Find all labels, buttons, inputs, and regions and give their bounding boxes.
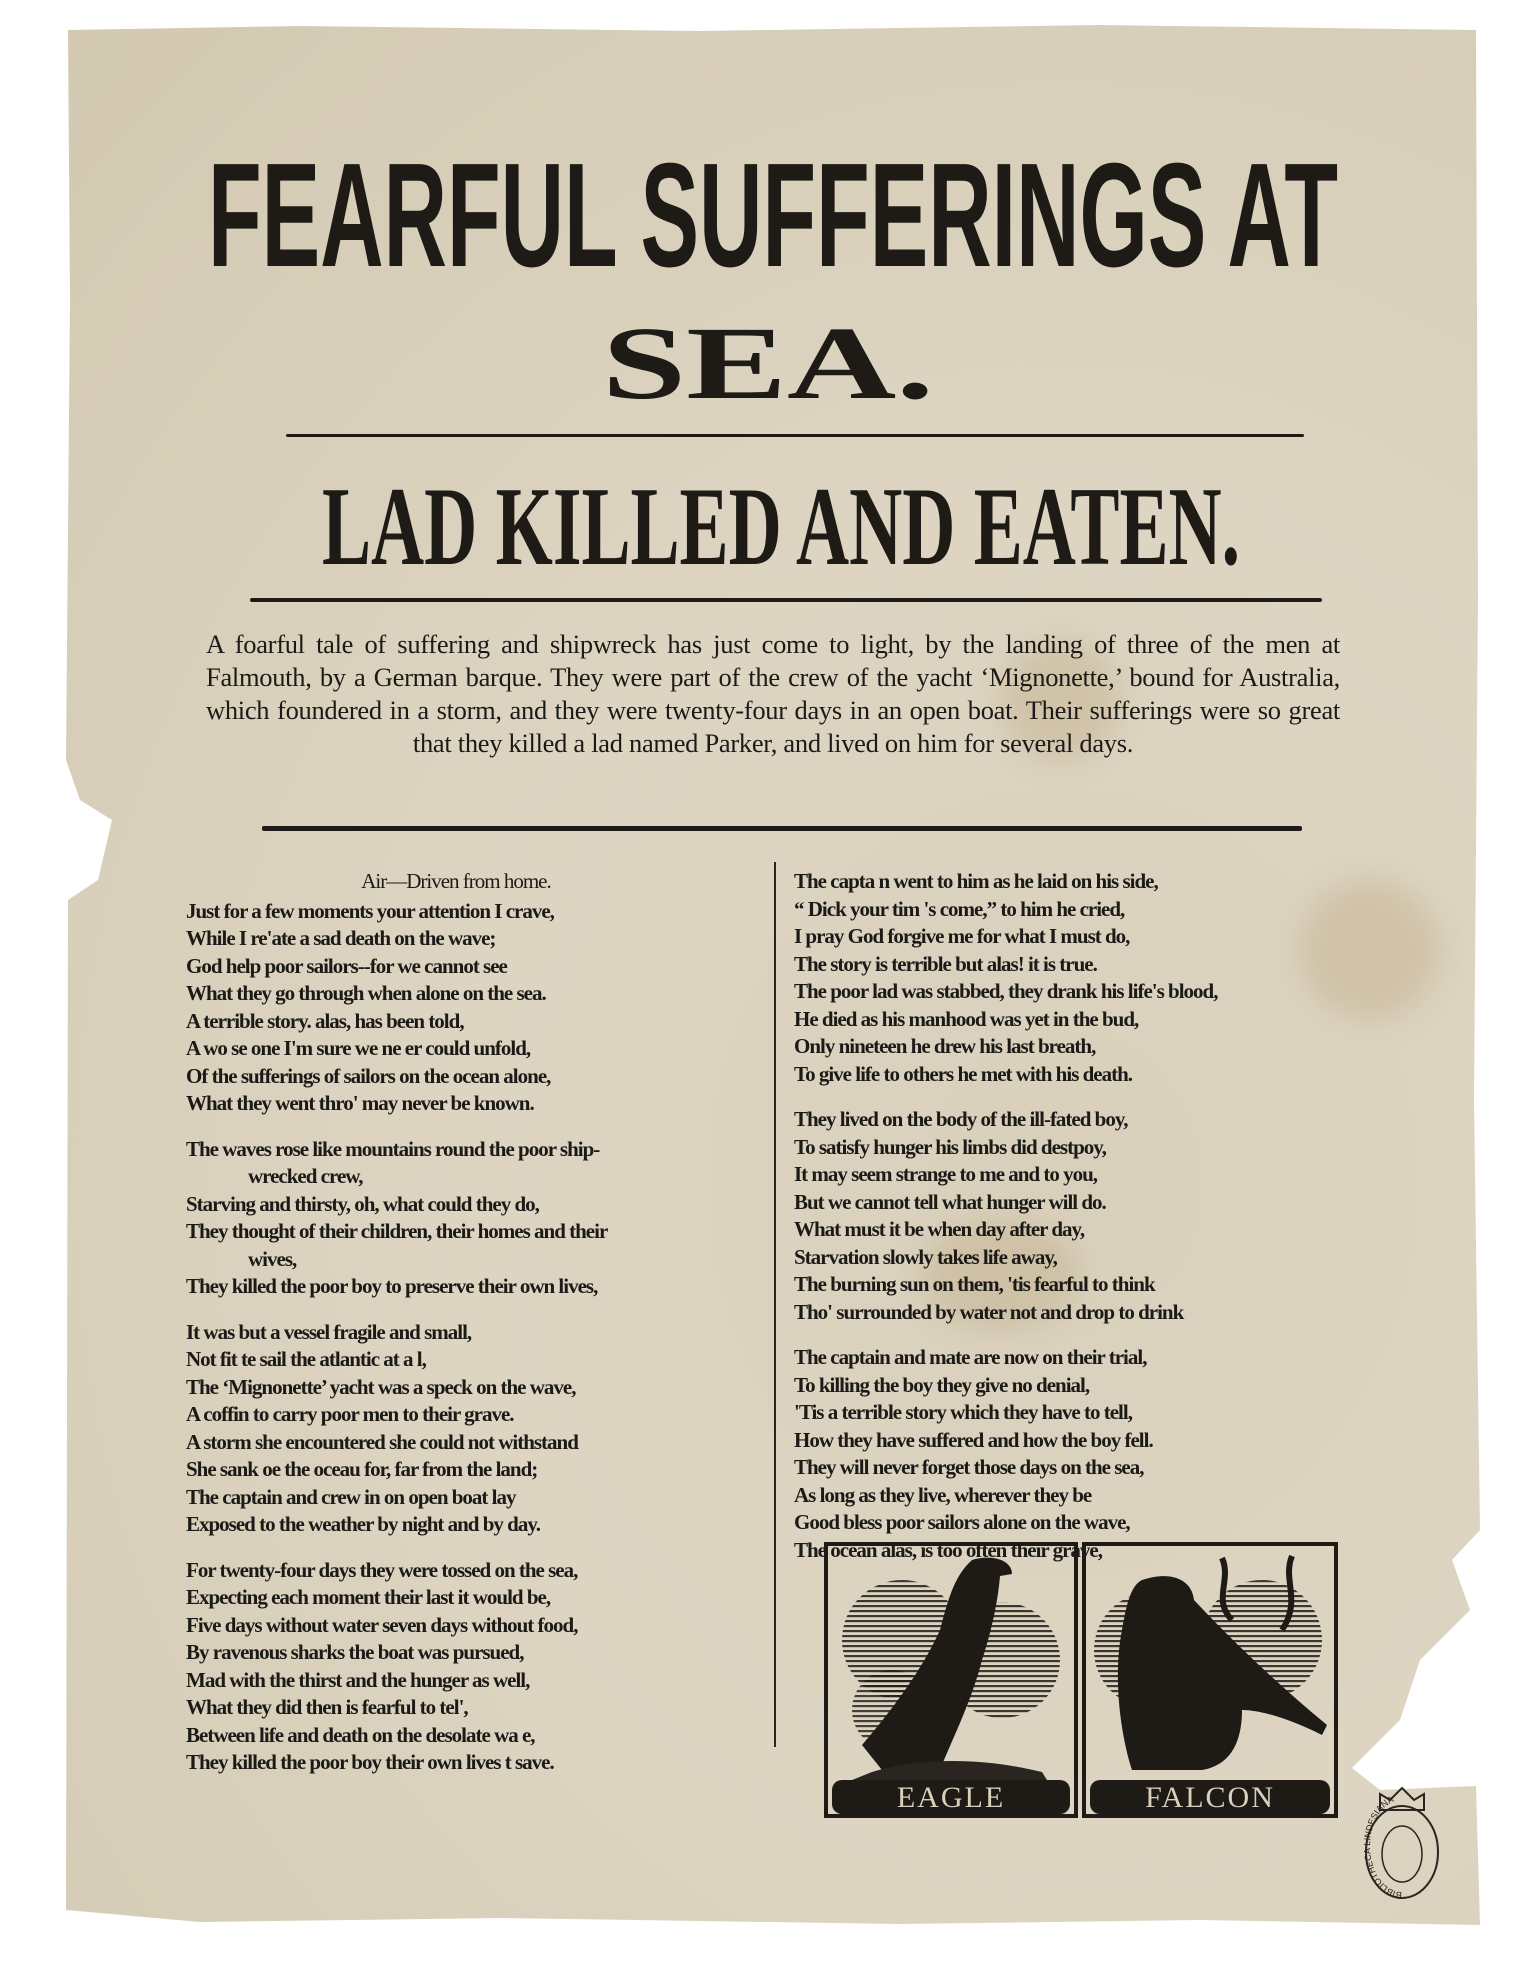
column-divider — [774, 862, 776, 1747]
poem-line: The ocean alas, is too often their grave, — [794, 1537, 1102, 1562]
stanza — [794, 1344, 1394, 1564]
poem-line: Five days without water seven days without food, — [186, 1612, 578, 1637]
poem-line: wives, — [248, 1246, 297, 1271]
poem-right-column — [794, 868, 1394, 1582]
poem-line: A wo se one I'm sure we ne er could unfold, — [186, 1036, 531, 1060]
poem-line: “ Dick your tim 's come,” to him he cried, — [794, 896, 1125, 921]
stanza — [186, 1557, 761, 1777]
poem-line: As long as they live, wherever they be — [794, 1482, 1092, 1507]
poem-line: The ‘Mignonette’ yacht was a speck on the wave, — [186, 1374, 576, 1399]
poem-line: To give life to others he met with his death. — [794, 1061, 1133, 1086]
poem-line: It may seem strange to me and to you, — [794, 1162, 1098, 1186]
falcon-label: FALCON — [1145, 1781, 1275, 1814]
poem-line: They killed the poor boy their own lives t save. — [186, 1750, 554, 1774]
poem-line: A coffin to carry poor men to their grave. — [186, 1402, 514, 1426]
poem-line: The captain and crew in on open boat lay — [186, 1484, 516, 1509]
intro-paragraph: A foarful tale of suffering and shipwreck has just come to light, by the landing of three of the men at Falmouth, by a German barque. They were part of the crew of the yacht ‘Mignonette,’ bound for Australia, which foundered in a storm, and they were twenty-four days in an open boat. Their sufferings were so great that they killed a lad named Parker, and lived on him for several days. — [206, 629, 1340, 758]
poem-line: A terrible story. alas, has been told, — [186, 1008, 464, 1033]
library-stamp — [1360, 1780, 1444, 1900]
poem-line: For twenty-four days they were tossed on the sea, — [186, 1557, 578, 1582]
poem-line: What they did then is fearful to tel', — [186, 1695, 468, 1719]
poem-line: While I re'ate a sad death on the wave; — [186, 926, 496, 950]
eagle-panel — [826, 1544, 1076, 1816]
poem-line: Good bless poor sailors alone on the wave, — [794, 1510, 1130, 1534]
poem-line: They thought of their children, their homes and their — [186, 1219, 608, 1243]
poem-line: It was but a vessel fragile and small, — [186, 1319, 472, 1344]
poem-line: How they have suffered and how the boy fell. — [794, 1427, 1153, 1452]
poem-line: 'Tis a terrible story which they have to tell, — [794, 1400, 1132, 1424]
stanza — [186, 1319, 761, 1539]
poem-line: By ravenous sharks the boat was pursued, — [186, 1640, 524, 1664]
poem-line: I pray God forgive me for what I must do, — [794, 924, 1130, 948]
poem-line: Starving and thirsty, oh, what could they do, — [186, 1191, 539, 1216]
poem-line: The burning sun on them, 'tis fearful to think — [794, 1272, 1155, 1296]
stanza — [794, 868, 1394, 1088]
poem-line: What must it be when day after day, — [794, 1217, 1085, 1241]
poem-line: They killed the poor boy to preserve their own lives, — [186, 1274, 598, 1298]
poem-left-column — [186, 868, 761, 1795]
poem-line: They will never forget those days on the sea, — [794, 1455, 1144, 1479]
stanza — [186, 1136, 761, 1301]
poem-line: The capta n went to him as he laid on his side, — [794, 869, 1158, 893]
poem-line: God help poor sailors--for we cannot see — [186, 953, 507, 978]
poem-line: But we cannot tell what hunger will do. — [794, 1189, 1106, 1214]
poem-line: She sank oe the oceau for, far from the land; — [186, 1457, 538, 1481]
stamp-text: BIBLIOTHECA LINDESIANA — [1362, 1794, 1403, 1900]
poem-line: A storm she encountered she could not withstand — [186, 1429, 578, 1454]
poem-line: The poor lad was stabbed, they drank his life's blood, — [794, 979, 1218, 1003]
poem-line: They lived on the body of the ill-fated boy, — [794, 1107, 1128, 1131]
rule-middle — [250, 598, 1322, 602]
woodcut-illustration — [822, 1540, 1342, 1825]
poem-line: He died as his manhood was yet in the bud, — [794, 1006, 1139, 1031]
air-line: Air—Driven from home. — [361, 869, 551, 893]
headline-main — [208, 158, 1338, 270]
stanza — [794, 1106, 1394, 1326]
rule-top — [286, 434, 1304, 437]
poem-line: To killing the boy they give no denial, — [794, 1372, 1090, 1397]
subheadline-text: LAD KILLED AND EATEN. — [322, 482, 1240, 568]
poem-line: Just for a few moments your attention I crave, — [186, 898, 554, 923]
poem-line: Expecting each moment their last it would be, — [186, 1585, 551, 1609]
headline-line2: SEA. — [602, 320, 934, 402]
poem-line: Starvation slowly takes life away, — [794, 1244, 1057, 1269]
poem-line: The story is terrible but alas! it is true. — [794, 951, 1097, 976]
headline-line1: FEARFUL SUFFERINGS AT — [208, 158, 1338, 270]
poem-line: Not fit te sail the atlantic at a l, — [186, 1347, 426, 1371]
headline-sea — [602, 320, 934, 402]
poem-line: The captain and mate are now on their trial, — [794, 1345, 1147, 1369]
poem-line: To satisfy hunger his limbs did destpoy, — [794, 1134, 1106, 1159]
poem-line: Mad with the thirst and the hunger as well, — [186, 1667, 530, 1692]
poem-line: What they went thro' may never be known. — [186, 1091, 534, 1115]
poem-line: What they go through when alone on the sea. — [186, 981, 546, 1005]
poem-line: Between life and death on the desolate wa e, — [186, 1722, 535, 1747]
poem-line: wrecked crew, — [248, 1164, 363, 1188]
poem-line: Of the sufferings of sailors on the ocean alone, — [186, 1063, 551, 1088]
poem-line: Tho' surrounded by water not and drop to drink — [794, 1299, 1184, 1324]
poem-line: The waves rose like mountains round the poor ship- — [186, 1136, 600, 1161]
subheadline — [322, 482, 1240, 568]
poem-line: Exposed to the weather by night and by day. — [186, 1512, 540, 1536]
poem-line: Only nineteen he drew his last breath, — [794, 1034, 1096, 1058]
falcon-panel — [1084, 1544, 1336, 1816]
rule-columns — [262, 826, 1302, 831]
eagle-label: EAGLE — [896, 1781, 1006, 1814]
stanza — [186, 898, 761, 1118]
